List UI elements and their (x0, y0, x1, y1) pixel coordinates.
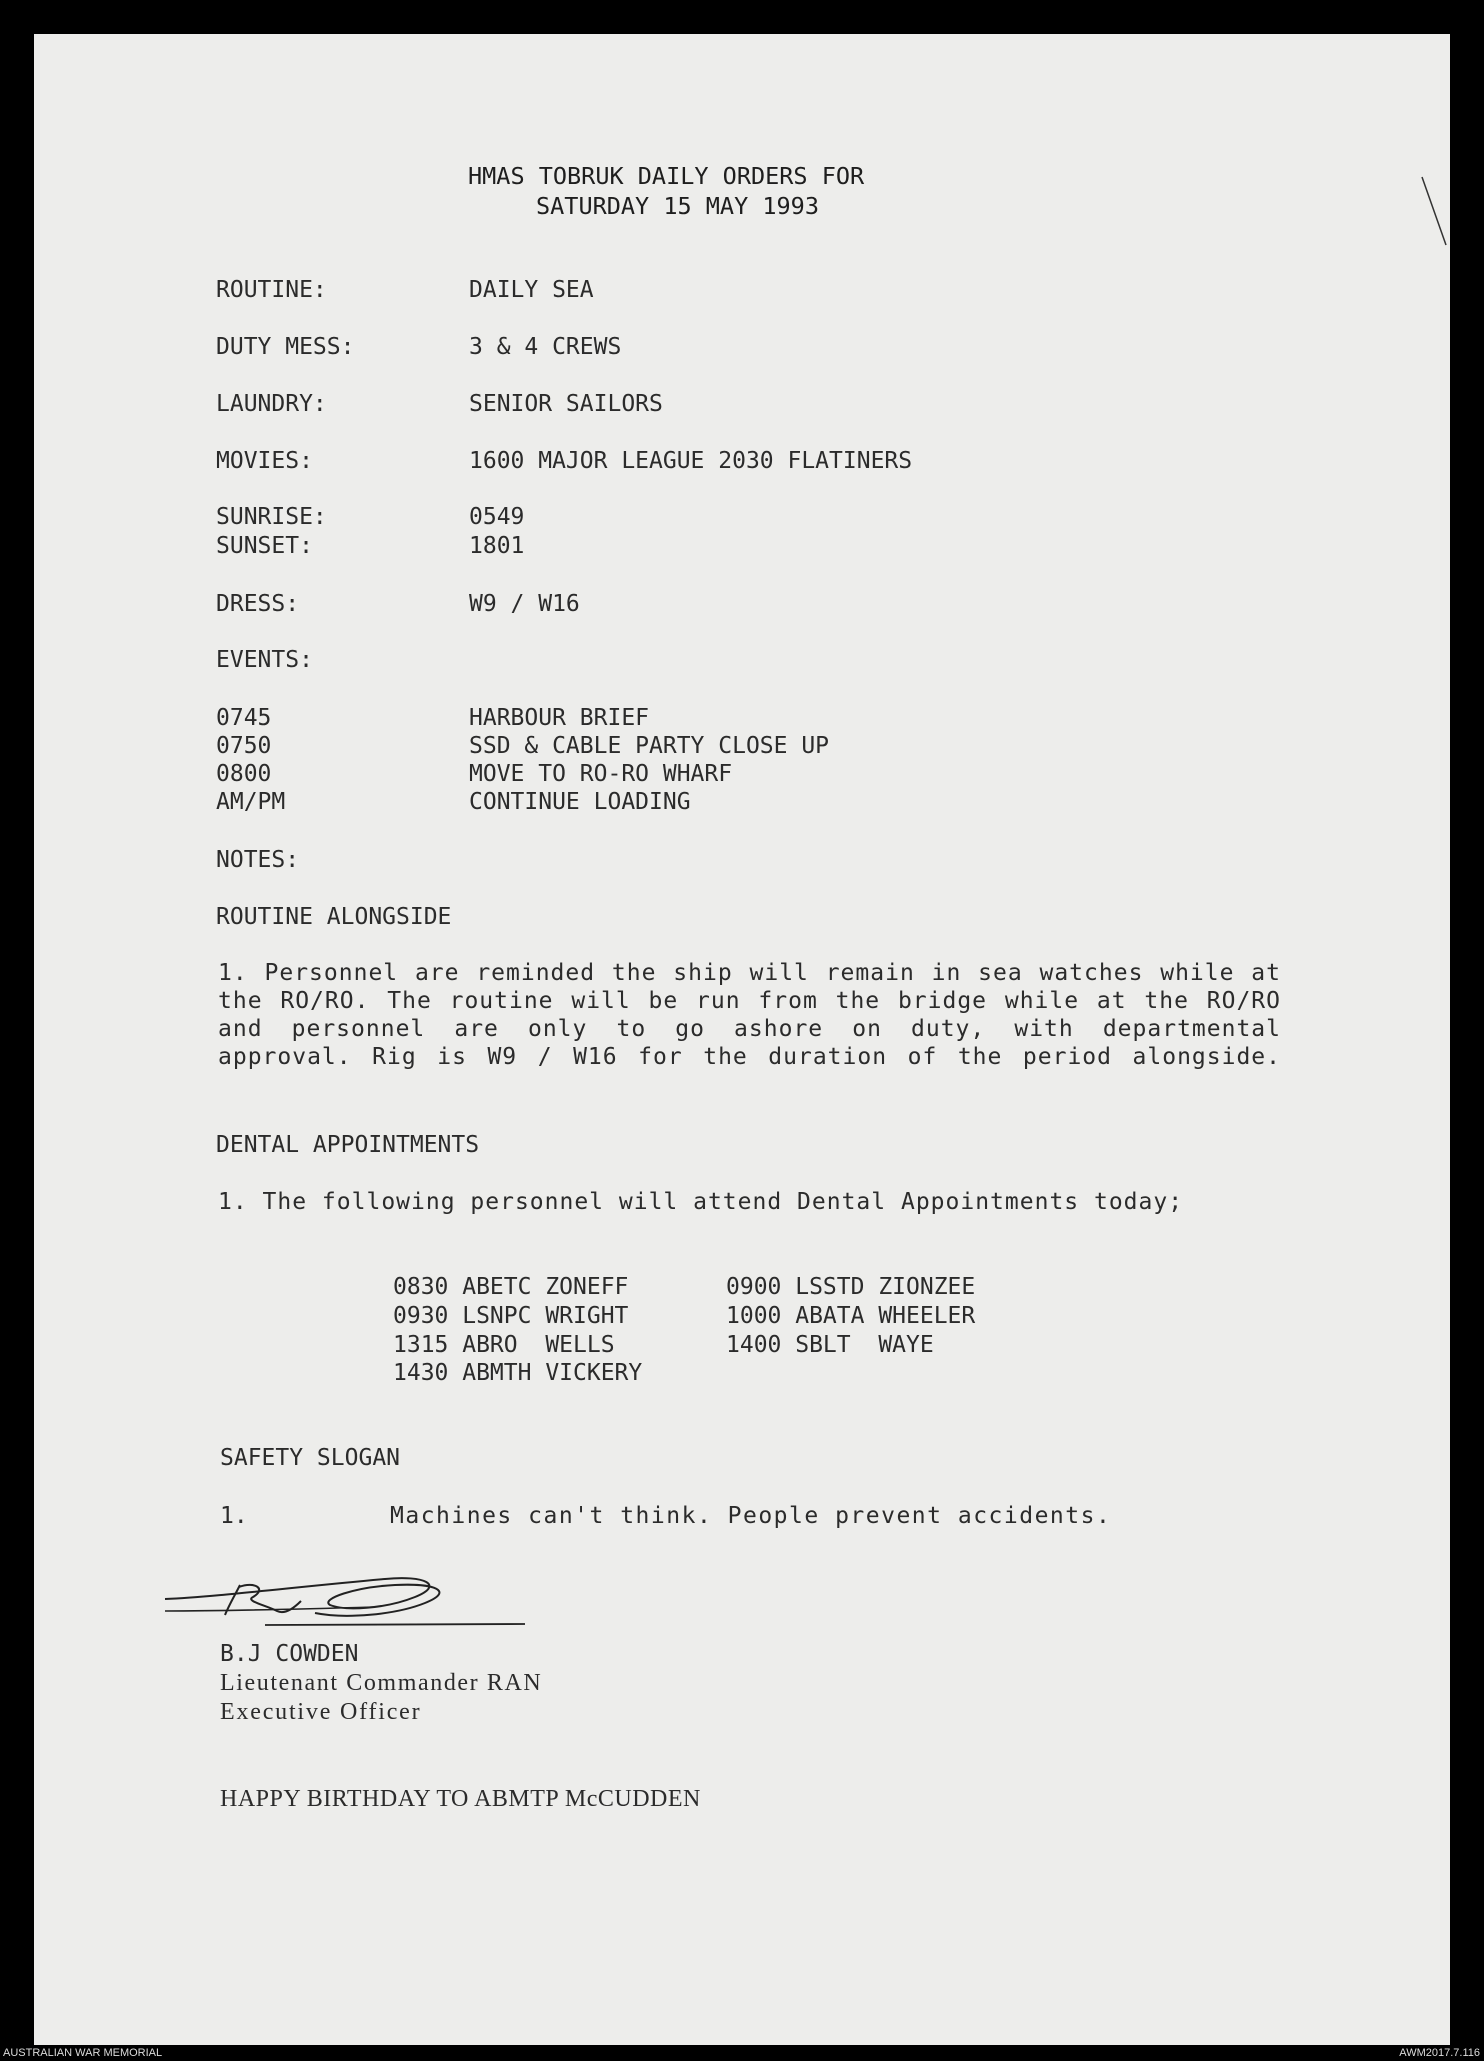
routine-value: DAILY SEA (469, 277, 594, 303)
safety-slogan-text: Machines can't think. People prevent accidents. (390, 1503, 1112, 1529)
movies-label: MOVIES: (216, 448, 313, 474)
safety-slogan-heading: SAFETY SLOGAN (220, 1445, 401, 1471)
event-desc: HARBOUR BRIEF (469, 705, 650, 731)
appointment-right: 1000 ABATA WHEELER (726, 1303, 976, 1329)
footer-left-credit: AUSTRALIAN WAR MEMORIAL (3, 2047, 163, 2059)
page-edge-mark (1420, 175, 1450, 255)
dental-appointments-heading: DENTAL APPOINTMENTS (216, 1132, 480, 1158)
appointment-left: 1430 ABMTH VICKERY (393, 1360, 643, 1386)
event-time: AM/PM (216, 789, 286, 815)
appointment-left: 1315 ABRO WELLS (393, 1332, 615, 1358)
notes-label: NOTES: (216, 847, 300, 873)
events-label: EVENTS: (216, 647, 313, 673)
event-desc: CONTINUE LOADING (469, 789, 691, 815)
sunset-value: 1801 (469, 533, 525, 559)
event-time: 0745 (216, 705, 272, 731)
appointment-right: 1400 SBLT WAYE (726, 1332, 934, 1358)
footer-bar (0, 2045, 1484, 2061)
event-time: 0750 (216, 733, 272, 759)
appointment-right: 0900 LSSTD ZIONZEE (726, 1274, 976, 1300)
signature-scribble (155, 1567, 535, 1637)
sunrise-label: SUNRISE: (216, 504, 327, 530)
footer-right-id: AWM2017.7.116 (1399, 2047, 1480, 2059)
signatory-role: Executive Officer (220, 1699, 422, 1725)
safety-slogan-number: 1. (220, 1503, 248, 1529)
title-line-2: SATURDAY 15 MAY 1993 (536, 192, 819, 220)
title-line-1: HMAS TOBRUK DAILY ORDERS FOR (468, 162, 865, 190)
event-desc: MOVE TO RO-RO WHARF (469, 761, 733, 787)
event-desc: SSD & CABLE PARTY CLOSE UP (469, 733, 830, 759)
dress-value: W9 / W16 (469, 591, 580, 617)
signatory-rank: Lieutenant Commander RAN (220, 1670, 543, 1696)
signatory-name: B.J COWDEN (220, 1641, 359, 1667)
movies-value: 1600 MAJOR LEAGUE 2030 FLATINERS (469, 448, 913, 474)
sunrise-value: 0549 (469, 504, 525, 530)
appointment-left: 0830 ABETC ZONEFF (393, 1274, 629, 1300)
event-time: 0800 (216, 761, 272, 787)
laundry-label: LAUNDRY: (216, 391, 327, 417)
dress-label: DRESS: (216, 591, 300, 617)
appointment-left: 0930 LSNPC WRIGHT (393, 1303, 629, 1329)
duty-mess-value: 3 & 4 CREWS (469, 334, 622, 360)
dental-appointments-paragraph: 1. The following personnel will attend Dental Appointments today; (218, 1189, 1184, 1215)
duty-mess-label: DUTY MESS: (216, 334, 355, 360)
laundry-value: SENIOR SAILORS (469, 391, 663, 417)
birthday-message: HAPPY BIRTHDAY TO ABMTP McCUDDEN (220, 1786, 701, 1812)
routine-alongside-heading: ROUTINE ALONGSIDE (216, 904, 452, 930)
routine-label: ROUTINE: (216, 277, 327, 303)
sunset-label: SUNSET: (216, 533, 313, 559)
routine-alongside-paragraph: 1. Personnel are reminded the ship will remain in sea watches while at the RO/RO. The routine will be run from the bridge while at the RO/RO and personnel are only to go ashore on duty, with departmental approval. Rig is W9 / W16 for the duration of the period alongside. (218, 960, 1281, 1070)
